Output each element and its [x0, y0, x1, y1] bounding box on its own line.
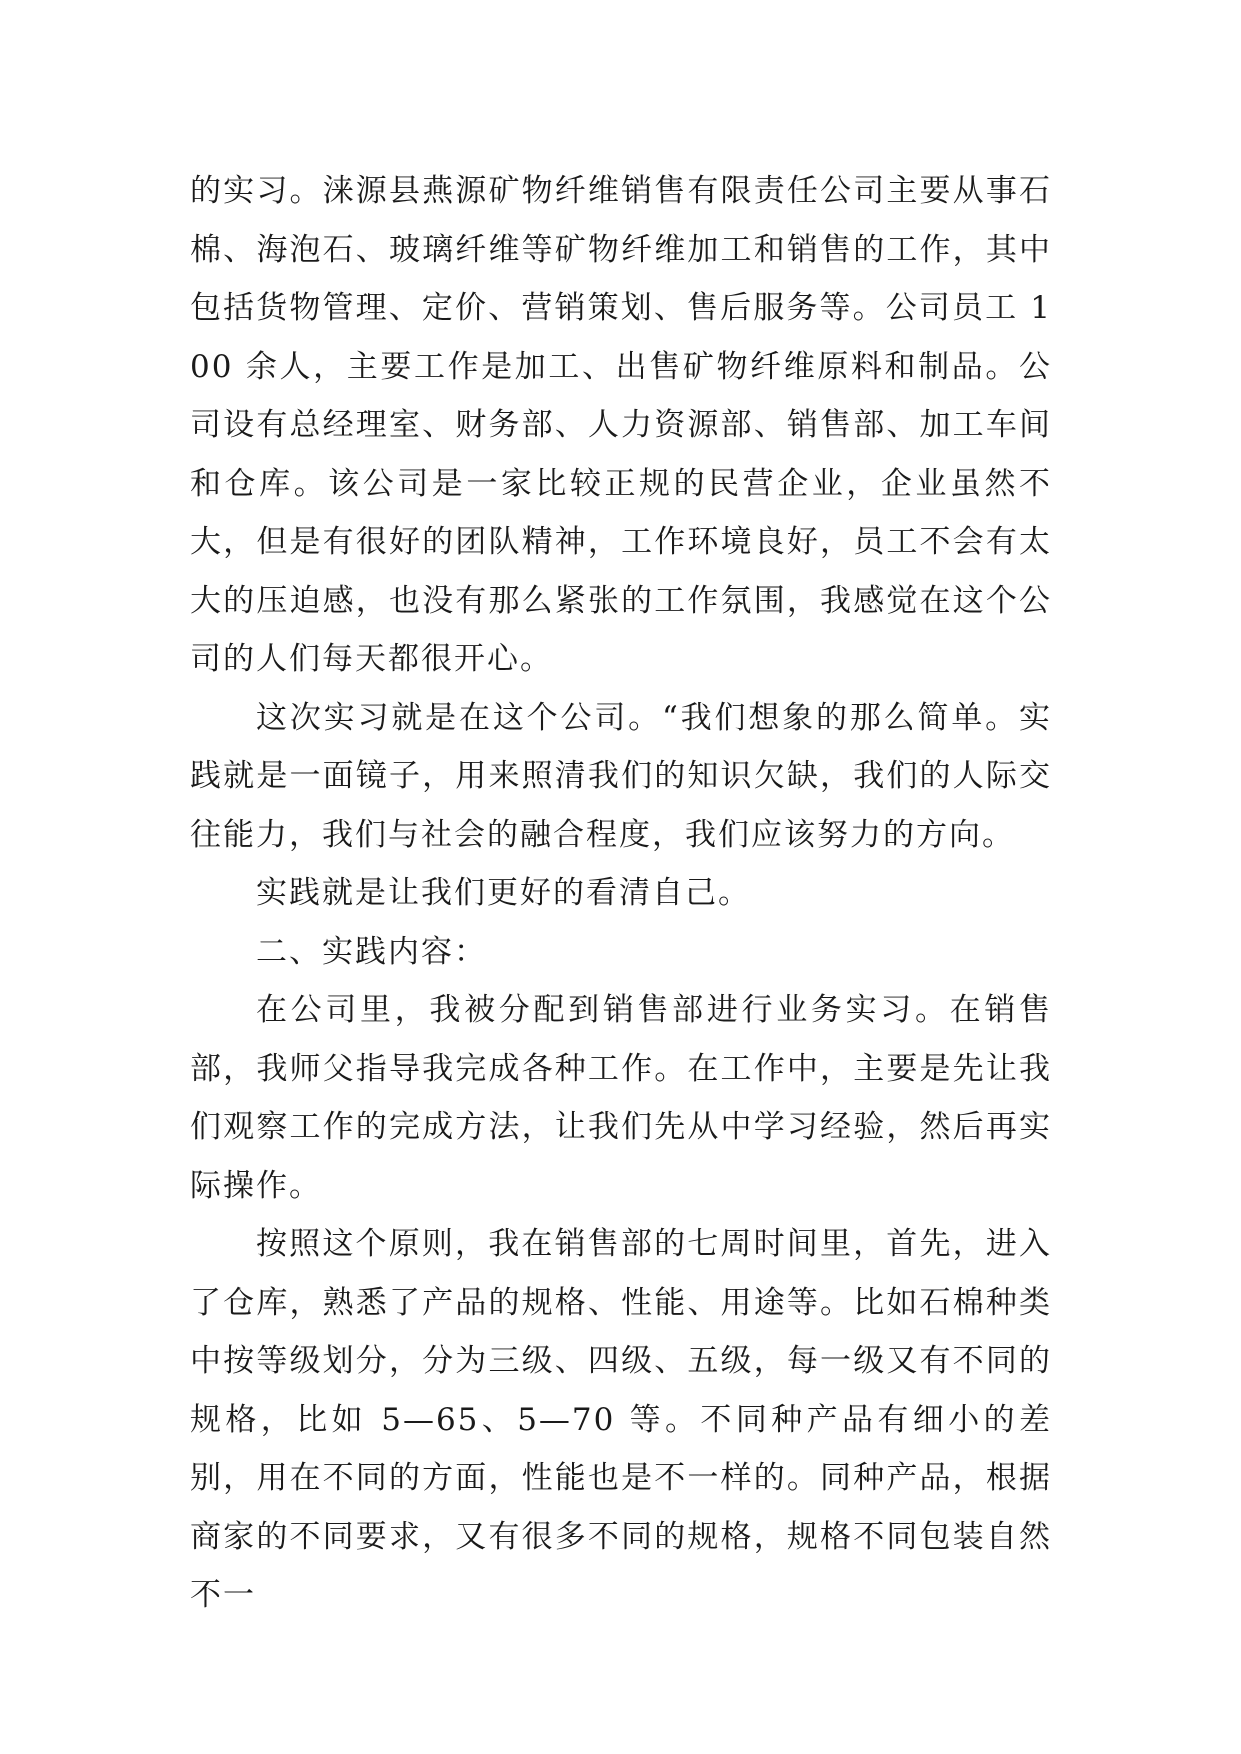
paragraph-practice-self: 实践就是让我们更好的看清自己。	[256, 875, 751, 911]
paragraph-company-intro: 的实习。涞源县燕源矿物纤维销售有限责任公司主要从事石棉、海泡石、玻璃纤维等矿物纤维加工和销售的工作，其中包括货物管理、定价、营销策划、售后服务等。公司员工 100 余人，主要工作是加工、出售矿物纤维原料和制品。公司设有总经理室、财务部、人力资源部、销售部、加工车间和仓库。该公司是一家比较正规的民营企业，企业虽然不大，但是有很好的团队精神，工作环境良好，员工不会有太大的压迫感，也没有那么紧张的工作氛围，我感觉在这个公司的人们每天都很开心。	[190, 173, 1052, 677]
document-body	[190, 162, 1052, 1625]
paragraph-sales-assignment: 在公司里，我被分配到销售部进行业务实习。在销售部，我师父指导我完成各种工作。在工作中，主要是先让我们观察工作的完成方法，让我们先从中学习经验，然后再实际操作。	[190, 992, 1052, 1204]
paragraph-internship-reflection: 这次实习就是在这个公司。“我们想象的那么简单。实践就是一面镜子，用来照清我们的知识欠缺，我们的人际交往能力，我们与社会的融合程度，我们应该努力的方向。	[190, 699, 1052, 853]
paragraph-warehouse-products: 按照这个原则，我在销售部的七周时间里，首先，进入了仓库，熟悉了产品的规格、性能、用途等。比如石棉种类中按等级划分，分为三级、四级、五级，每一级又有不同的规格，比如 5—65、5—70 等。不同种产品有细小的差别，用在不同的方面，性能也是不一样的。同种产品，根据商家的不同要求，又有很多不同的规格，规格不同包装自然不一	[190, 1226, 1052, 1613]
section-heading-practice-content: 二、实践内容：	[256, 933, 487, 970]
